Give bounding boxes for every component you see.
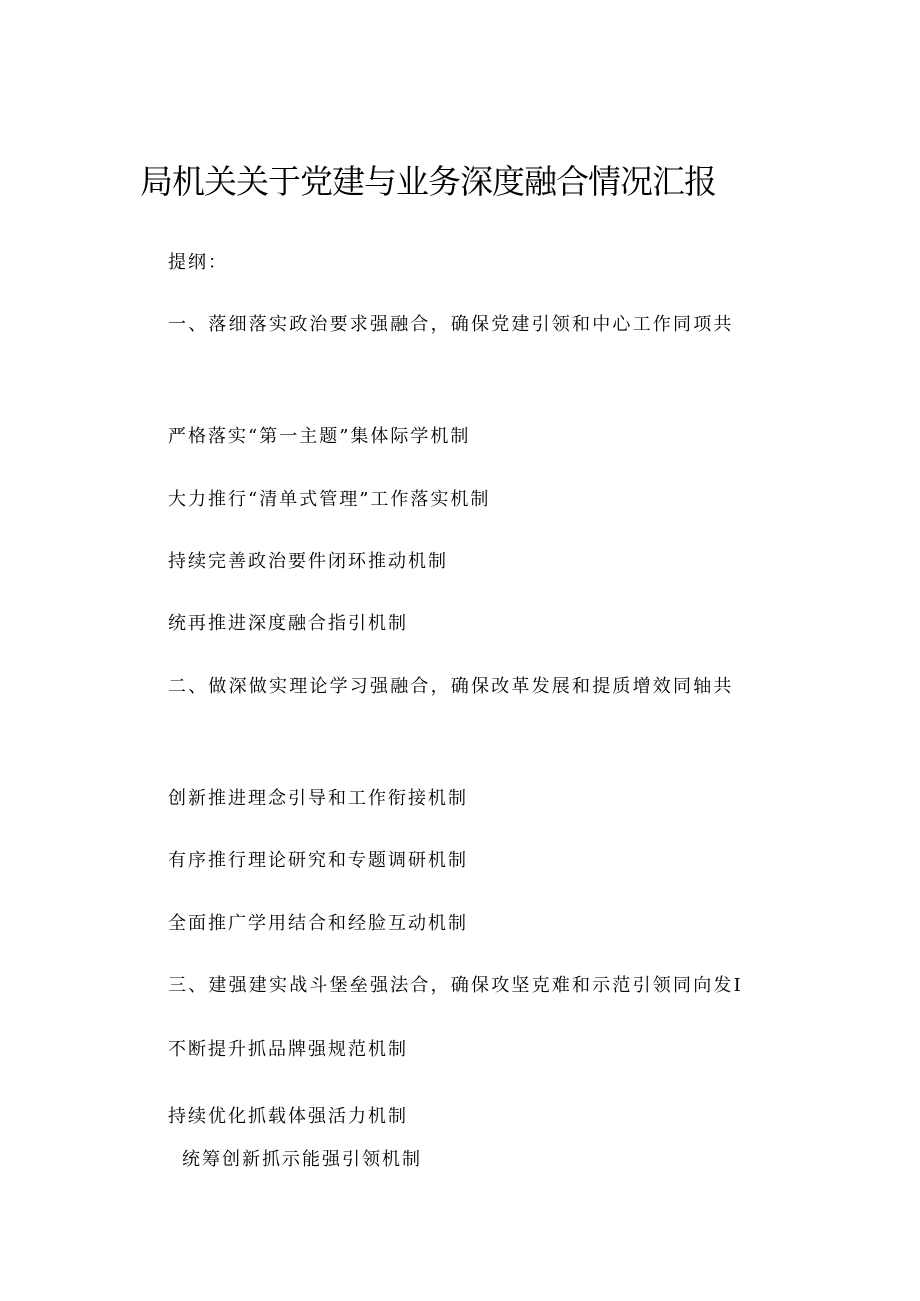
- section-1-item-2: 大力推行“清单式管理”工作落实机制: [168, 489, 491, 510]
- section-heading-3: 三、建强建实战斗堡垒强法合，确保攻坚克难和示范引领同向发I: [168, 975, 743, 996]
- section-2-item-3: 全面推广学用结合和经脸互动机制: [168, 913, 468, 934]
- section-3-item-1: 不断提升抓品牌强规范机制: [168, 1039, 408, 1060]
- section-heading-2: 二、做深做实理论学习强融合，确保改革发展和提质增效同轴共: [168, 676, 734, 697]
- outline-label: 提纲：: [168, 252, 228, 273]
- document-title: 局机关关于党建与业务深度融合情况汇报: [140, 162, 716, 201]
- section-3-item-3: 统筹创新抓示能强引领机制: [182, 1149, 422, 1170]
- section-3-item-2: 持续优化抓载体强活力机制: [168, 1106, 408, 1127]
- section-1-item-1: 严格落实“第一主题”集体际学机制: [168, 426, 471, 447]
- section-2-item-1: 创新推进理念引导和工作衔接机制: [168, 788, 468, 809]
- section-1-item-3: 持续完善政治要件闭环推动机制: [168, 551, 448, 572]
- section-1-item-4: 统再推进深度融合指引机制: [168, 613, 408, 634]
- section-heading-1: 一、落细落实政治要求强融合，确保党建引领和中心工作同项共: [168, 314, 734, 335]
- section-2-item-2: 有序推行理论研究和专题调研机制: [168, 850, 468, 871]
